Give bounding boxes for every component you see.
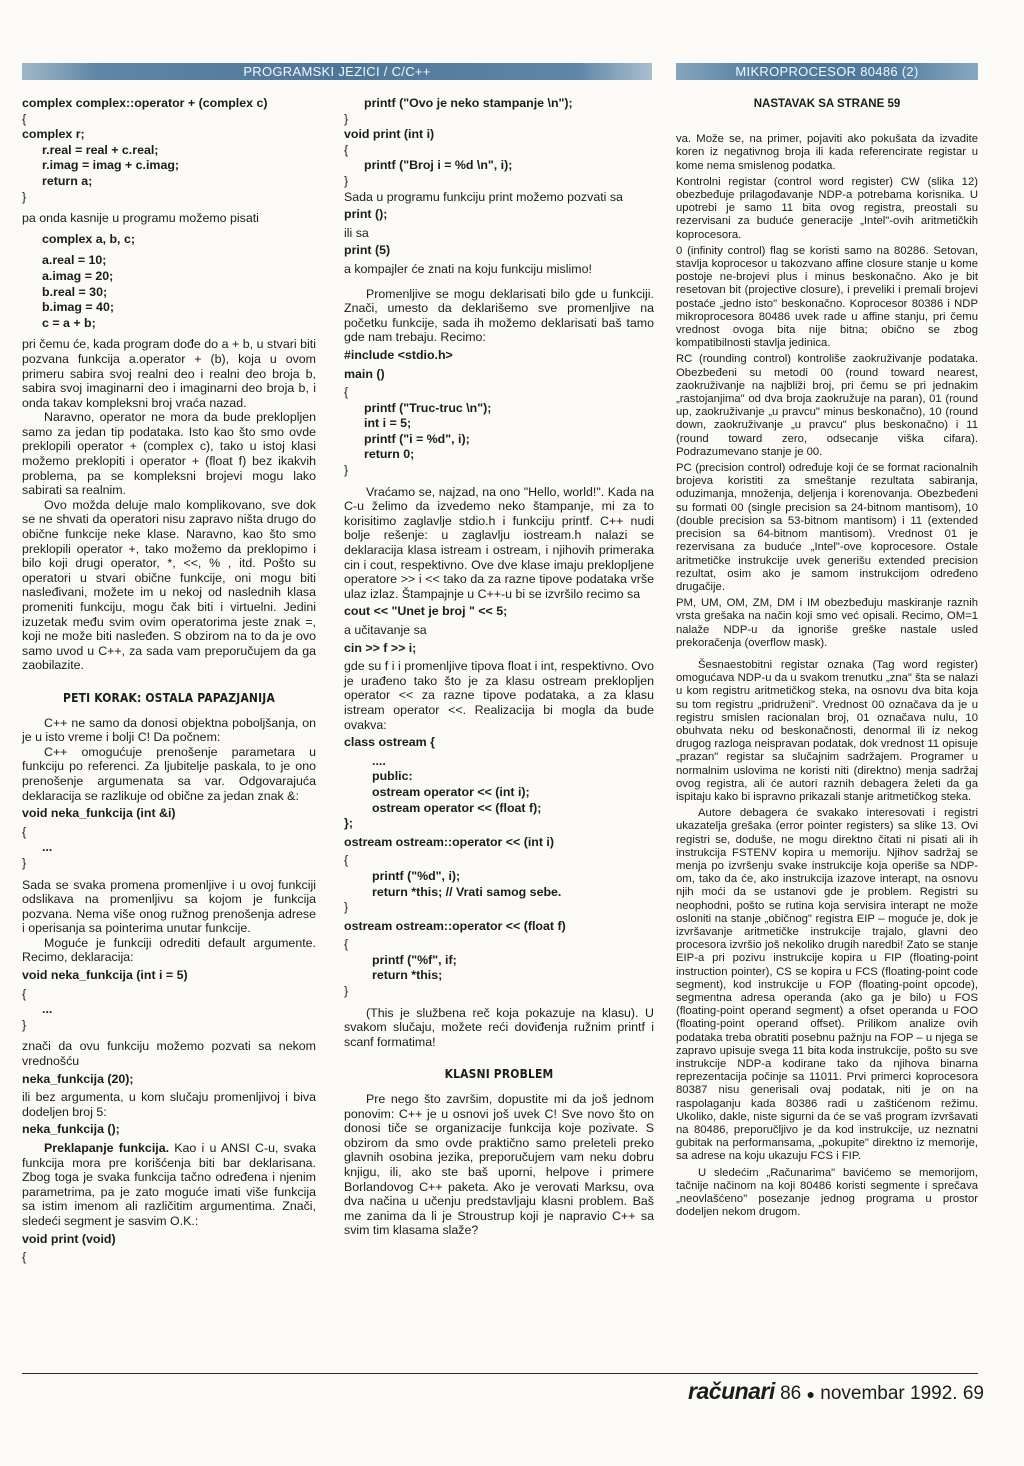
section-header-left: PROGRAMSKI JEZICI / C/C++ bbox=[22, 63, 652, 80]
paragraph: znači da ovu funkciju možemo pozvati sa nekom vrednošću bbox=[22, 1039, 316, 1069]
code-line: return a; bbox=[42, 173, 93, 188]
code-line: } bbox=[344, 463, 349, 478]
code-line: return *this; bbox=[372, 968, 443, 983]
code-line: void print (void) bbox=[22, 1231, 116, 1246]
code-line: ... bbox=[42, 1002, 53, 1017]
code-line: { bbox=[344, 142, 349, 157]
code-line: } bbox=[344, 984, 349, 999]
paragraph: ili sa bbox=[344, 225, 369, 240]
code-line: void neka_funkcija (int &i) bbox=[22, 806, 176, 821]
code-line: main () bbox=[344, 366, 385, 381]
code-line: printf ("%f", if; bbox=[372, 952, 457, 967]
paragraph: RC (rounding control) kontroliše zaokruživanje podataka. Obezbeđeni su metodi 00 (round toward nearest, zaokruživanje na najbliži broj, pri čemu se pri jednakim „rastojanjima" od dva broja zaokružuje na paran), 01 (round up, zaokruživanje „u pravcu" minus beskonačno), 10 (round down, zaokruživanje „u pravcu" plus beskonačno) i 11 (round toward zero, odsecanje viška cifara). Podrazumevano stanje je 00. bbox=[676, 353, 978, 458]
code-line: class ostream { bbox=[344, 735, 435, 750]
code-line: cout << "Unet je broj " << 5; bbox=[344, 604, 508, 619]
paragraph: Autore debagera će svakako interesovati i registri ukazatelja grešaka (error pointer registers) sa slike 13. Ovi registri se, doduše, ne mogu direktno čitati ni pisati ali ih instrukcija FSTENV kopira u memoriju. Njihov sadržaj se menja po izvršenju svake instrukcije koja operiše sa NDP-om, tako da će, ako instrukcija izazove interapt, na osnovu njih moći da se ustanovi gde je problem. Registri su neophodni, pošto se rutina koja servisira interapt ne može osloniti na stanje „običnog" registra EIP – moguće je, dok je izvršavanje aritmetičke instrukcije trajalo, glavni deo procesora izvršio još nekoliko drugih naredbi! Zato se stanje EIP-a pri pozivu instrukcije kopira u FIP (floating-point instruction pointer), CS se kopira u FCS (floating-point code segment), kod instrukcije u FOP (floating-point opcode), segmentna adresa operanda (ako ga je bilo) u FOS (floating-point operand segment) a ofset operanda u FOO (floating-point operand offset). Prilikom analize ovih podataka treba obratiti posebnu pažnju na FOP – u njega se zapravo upisuje svega 11 bita koda instrukcije, pošto su sve instrukcije NDP-a kodirane tako da njihova binarna reprezentacija počinje sa 11011. Prvi primerci koprocesora 80387 nisu generisali ovaj podatak, niti je on na raspolaganju kada 80386 radi u zaštićenom režimu. Ukoliko, dakle, niste sigurni da će se vaš program izvršavati na 80486, preporučljivo je da kod instrukcije, uz neznatni gubitak na performansama, „pokupite" direktno iz memorije, sa adrese na koju ukazuju FCS i FIP. bbox=[676, 807, 978, 1163]
continuation-heading: NASTAVAK SA STRANE 59 bbox=[753, 98, 901, 110]
code-line: r.real = real + c.real; bbox=[42, 142, 159, 157]
code-line: ostream ostream::operator << (float f) bbox=[344, 918, 566, 933]
page-number: 69 bbox=[962, 1383, 984, 1404]
code-line: #include <stdio.h> bbox=[344, 347, 453, 362]
code-line: { bbox=[344, 385, 349, 400]
section-header-right: MIKROPROCESOR 80486 (2) bbox=[676, 63, 978, 80]
code-line: { bbox=[22, 986, 27, 1001]
code-line: a.imag = 20; bbox=[42, 268, 114, 283]
paragraph: Kontrolni registar (control word register) CW (slika 12) obezbeđuje prilagođavanje NDP-a potrebama korisnika. U upotrebi je samo 11 bita ovog registra, preostali su rezervisani za buduće generacije „Intel"-ovih aritmetičkih koprocesora. bbox=[676, 175, 978, 241]
code-line: ostream operator << (int i); bbox=[372, 784, 530, 799]
paragraph: Vraćamo se, najzad, na ono "Hello, world!". Kada na C-u želimo da izvedemo neko štampanje, mi za to korisitimo zaglavlje stdio.h i funkciju printf. C++ nudi bolje rešenje: u zaglavlju iostream.h nalazi se deklaracija klasa istream i ostream, i njihovih primeraka cin i cout, respektivno. Ove dve klase imaju preklopljene operatore >> i << tako da za razne tipove podataka vrše ulaz izlaz. Štampajnje u C++-u bi se izvršilo recimo sa bbox=[344, 484, 654, 601]
code-line: ... bbox=[42, 840, 53, 855]
code-line: complex r; bbox=[22, 127, 85, 142]
paragraph: va. Može se, na primer, pojaviti ako pokušata da izvadite koren iz negativnog broja ili kada referencirate registar u kome nema smislenog podatka. bbox=[676, 133, 978, 172]
section-heading: PETI KORAK: OSTALA PAPAZJANIJA bbox=[63, 689, 275, 705]
code-line: }; bbox=[344, 816, 353, 831]
paragraph: Promenljive se mogu deklarisati bilo gde u funkciji. Znači, umesto da deklarišemo sve promenljive na početku funkcije, sada ih možemo deklarisati baš tamo gde nam trebaju. Recimo: bbox=[344, 286, 654, 345]
code-line: print (); bbox=[344, 207, 388, 222]
paragraph: Naravno, operator ne mora da bude preklopljen samo za jedan tip podataka. Isto kao što smo ovde preklopili operator + (complex c), tako u istoj klasi možemo preklopiti i operator + (float f) bez ikakvih problema, pa se kompleksni brojevi mogu lako sabirati sa realnim. bbox=[22, 410, 316, 498]
issue-date: novembar 1992. bbox=[820, 1383, 958, 1404]
paragraph: PC (precision control) određuje koji će se format racionalnih brojeva koristiti za smeštanje rezultata sabiranja, oduzimanja, množenja, deljenja i korenovanja. Obezbeđeni su formati 00 (single precision sa 24-bitnom mantisom), 10 (double precision sa 53-bitnom mantisom) i 11 (extended precision sa 64-bitnom mantisom). Vrednost 01 je rezervisana za buduće „Intel"-ove koprocesore. Ostale aritmetičke instrukcije uvek generišu extended precision rezultat, osim ako je samom instrukcijom određeno drugačije. bbox=[676, 462, 978, 593]
paragraph: 0 (infinity control) flag se koristi samo na 80286. Setovan, stavlja koprocesor u takozvano affine closure stanje u kome postoje ne-brojevi plus i minus beskonačno. Ako je bit resetovan bit (projective closure), i preveliki i premali brojevi postaće „jedno isto" beskonačno. Koprocesor 80386 i NDP mikroprocesora 80486 uvek rade u affine stanju, pri čemu vrednost ovoga bita nije bitna; obično se zbog kompatibilnosti stavlja jedinica. bbox=[676, 244, 978, 350]
code-line: } bbox=[22, 855, 27, 870]
code-line: cin >> f >> i; bbox=[344, 640, 417, 655]
code-line: .... bbox=[372, 753, 386, 768]
code-line: neka_funkcija (); bbox=[22, 1122, 120, 1137]
code-line: void print (int i) bbox=[344, 127, 435, 142]
code-line: neka_funkcija (20); bbox=[22, 1071, 134, 1086]
code-line: b.real = 30; bbox=[42, 284, 108, 299]
paragraph: pa onda kasnije u programu možemo pisati bbox=[22, 211, 259, 226]
magazine-logo: računari bbox=[688, 1378, 775, 1404]
code-line: complex a, b, c; bbox=[42, 231, 135, 246]
code-line: b.imag = 40; bbox=[42, 300, 114, 315]
paragraph: ili bez argumenta, u kom slučaju promenljivoj i biva dodeljen broj 5: bbox=[22, 1090, 316, 1119]
paragraph-text: Kao i u ANSI C-u, svaka funkcija mora pre korišćenja biti bar deklarisana. Zbog toga je svaka funkcija tačno određena i njenim parametrima, pa je zato moguće imati više funkcija sa istim imenom ali različitim argumentima. Znači, sledeći segment je sasvim O.K.: bbox=[22, 1141, 316, 1228]
code-line: } bbox=[344, 111, 349, 126]
section-heading: KLASNI PROBLEM bbox=[444, 1066, 554, 1082]
code-line: r.imag = imag + c.imag; bbox=[42, 158, 180, 173]
code-line: printf ("Truc-truc \n"); bbox=[364, 400, 492, 415]
code-line: printf ("Ovo je neko stampanje \n"); bbox=[364, 96, 573, 110]
paragraph: U sledećim „Računarima" bavićemo se memorijom, tačnije načinom na koji 80486 koristi segmente i sprečava „neovlašćeno" posezanje jednog programa u prostor dodeljen nekom drugom. bbox=[676, 1166, 978, 1219]
code-line: } bbox=[344, 900, 349, 915]
paragraph: a učitavanje sa bbox=[344, 623, 427, 637]
code-line: c = a + b; bbox=[42, 315, 96, 330]
paragraph: a kompajler će znati na koju funkciju mislimo! bbox=[344, 261, 592, 276]
inline-heading: Preklapanje funkcija. bbox=[44, 1141, 170, 1155]
paragraph: gde su f i i promenljive tipova float i int, respektivno. Ovo je urađeno tako što je za klasu ostream preklopljen operator << za razne tipove podataka, a za klasu istream operator <<. Realizacija bi mogla da bude ovakva: bbox=[344, 659, 654, 732]
code-line: print (5) bbox=[344, 243, 391, 258]
paragraph: (This je službena reč koja pokazuje na klasu). U svakom slučaju, možete reći doviđenja ružnim printf i scanf formatima! bbox=[344, 1005, 654, 1049]
code-line: int i = 5; bbox=[364, 416, 412, 431]
paragraph: pri čemu će, kada program dođe do a + b, u stvari biti pozvana funkcija a.operator + (b), koja u ovom primeru sabira svoj realni deo i realni deo broja b, sabira svoj imaginarni deo i imaginarni deo broja b, i onda takav kompleksni broj vraća nazad. bbox=[22, 337, 316, 410]
issue-number: 86 bbox=[780, 1383, 802, 1404]
code-line: ostream ostream::operator << (int i) bbox=[344, 834, 554, 849]
code-line: } bbox=[22, 1017, 27, 1032]
code-line: { bbox=[22, 824, 27, 839]
page-footer bbox=[688, 1378, 984, 1405]
paragraph bbox=[22, 1141, 316, 1229]
footer-divider bbox=[22, 1373, 978, 1374]
column-1 bbox=[22, 96, 316, 1266]
code-line: { bbox=[344, 937, 349, 952]
code-line: printf ("%d", i); bbox=[372, 868, 461, 883]
paragraph: Sada u programu funkciju print možemo pozvati sa bbox=[344, 189, 623, 204]
code-line: void neka_funkcija (int i = 5) bbox=[22, 968, 188, 983]
code-line: return *this; // Vrati samog sebe. bbox=[372, 884, 562, 899]
paragraph: Ovo možda deluje malo komplikovano, sve dok se ne shvati da operatori nisu zapravo ništa drugo do obične funkcije neke klase. Naravno, kao što smo preklopili operator +, tako možemo da preklopimo i bilo koji drugi operator, *, <<, % , itd. Pošto su operatori u stvari obične funkcije, oni mogu biti nasleđivani, možete im u nekoj od naslednih klasa promeniti funkciju, mogu čak biti i virtuelni. Jedini izuzetak među svim ovim operatorima jeste znak =, koji ne može biti nasleđen. S obzirom na to da je ovo samo uvod u C++, za sada vam preporučujem da ga zaobilazite. bbox=[22, 497, 316, 673]
paragraph: C++ omogućuje prenošenje parametara u funkciju po referenci. Za ljubitelje paskala, to je ono prenošenje argumenata sa var. Odgovarajuća deklaracija se razlikuje od obične za jedan znak &: bbox=[22, 744, 316, 803]
code-line: { bbox=[22, 111, 27, 126]
code-line: a.real = 10; bbox=[42, 253, 107, 268]
paragraph: Sada se svaka promena promenljive i u ovoj funkciji odslikava na promenljivu sa kojom je funkcija pozvana. Nema više onog ružnog prenošenja adrese i operisanja sa pointerima unutar funkcije. bbox=[22, 877, 316, 936]
bullet-icon: ● bbox=[806, 1385, 815, 1402]
code-line: ostream operator << (float f); bbox=[372, 800, 542, 815]
code-line: printf ("Broj i = %d \n", i); bbox=[364, 158, 513, 173]
paragraph: Šesnaestobitni registar oznaka (Tag word register) omogućava NDP-u da u svakom trenutku „zna" šta se nalazi u kom registru aritmetičkog steka, na osnovu dva bita koja su tom registru „pridruženi". Vrednost 00 označava da je u registru smislen racionalan broj, 01 označava nulu, 10 obuhvata neku od beskonačnosti, denormal ili iz nekog drugog razloga neispravan podatak, dok vrednost 11 opisuje „prazan" registar sa slučajnim sadržajem. Programer u normalnim uslovima ne koristi niti (direktno) menja sadržaj ovog registra, ali će autori raznih debagera želeti da ga ispitaju kako bi ispravno prikazali stanje aritmetičkog steka. bbox=[676, 658, 978, 803]
code-line: complex complex::operator + (complex c) bbox=[22, 96, 268, 110]
paragraph: PM, UM, OM, ZM, DM i IM obezbeđuju maskiranje raznih vrsta grešaka na način koji smo već opisali. Recimo, OM=1 nalaže NDP-u da ignoriše greške nastale usled prekoračenja (overflow mask). bbox=[676, 597, 978, 649]
paragraph: Moguće je funkciji odrediti default argumente. Recimo, deklaracija: bbox=[22, 935, 316, 965]
paragraph: C++ ne samo da donosi objektna poboljšanja, on je u isto vreme i bolji C! Da počnem: bbox=[22, 715, 316, 745]
column-2 bbox=[344, 96, 654, 1238]
code-line: public: bbox=[372, 769, 413, 784]
code-line: printf ("i = %d", i); bbox=[364, 431, 470, 446]
code-line: } bbox=[344, 173, 349, 188]
code-line: return 0; bbox=[364, 447, 415, 462]
code-line: { bbox=[22, 1250, 27, 1265]
paragraph: Pre nego što završim, dopustite mi da još jednom ponovim: C++ je u osnovi još uvek C! Sve novo što on donosi tiče se organizacije funkcija koje pozivate. S obzirom da smo ovde praktično samo preleteli preko glavnih osobina jezika, preporučujem vam neku dobru knjigu, ili, ako ste baš uporni, helpove i primere Borlandovog C++ paketa. Ako je verovati Marksu, ova dva načina u učenju predstavljaju klasni problem. Baš me zanima da li je Stroustrup koji je napravio C++ sa svim tim klasama slaže? bbox=[344, 1092, 654, 1238]
column-3 bbox=[676, 96, 978, 1222]
code-line: { bbox=[344, 853, 349, 868]
code-line: } bbox=[22, 189, 27, 204]
